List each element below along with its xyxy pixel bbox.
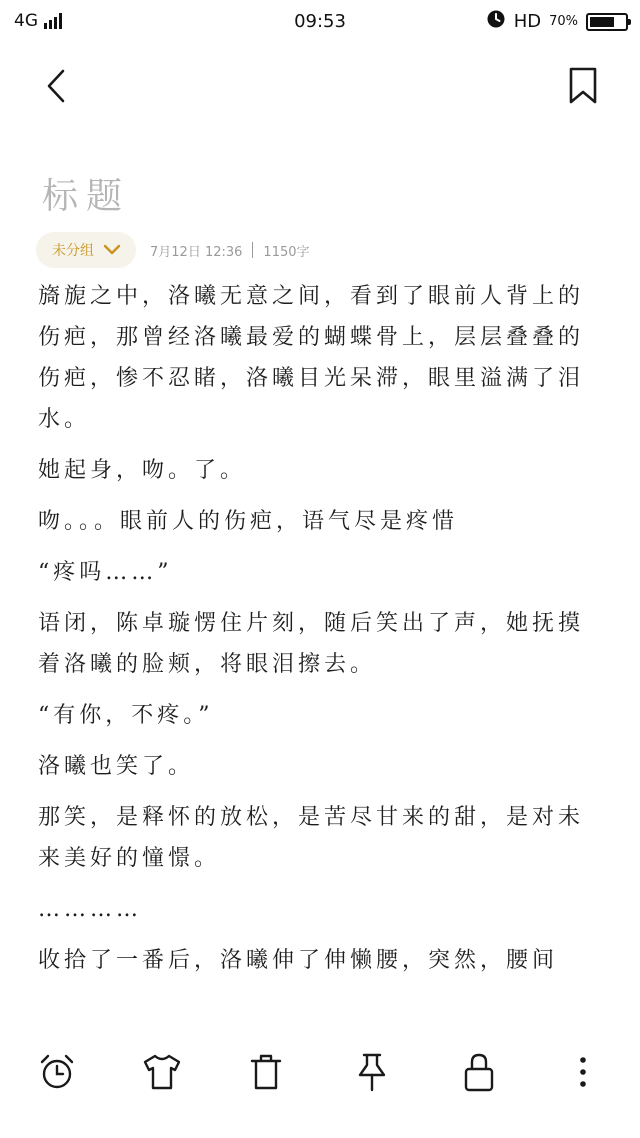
group-label: 未分组 (52, 243, 94, 259)
note-body[interactable] (38, 276, 604, 1028)
paragraph: 收拾了一番后，洛曦伸了伸懒腰，突然，腰间 (38, 948, 559, 973)
paragraph: 旖旎之中，洛曦无意之间，看到了眼前人背上的伤疤，那曾经洛曦最爱的蝴蝶骨上，层层叠叠的伤疤，惨不忍睹，洛曦目光呆滞，眼里溢满了泪水。 (38, 284, 585, 432)
more-vertical-icon (577, 1054, 589, 1090)
hd-indicator: HD (513, 11, 542, 32)
paragraph: 那笑，是释怀的放松，是苦尽甘来的甜，是对未来美好的憧憬。 (38, 805, 585, 871)
paragraph: 她起身，吻。了。 (38, 458, 247, 483)
lock-button[interactable] (453, 1046, 505, 1098)
pin-button[interactable] (346, 1046, 398, 1098)
bookmark-icon (568, 67, 598, 105)
status-right (486, 9, 628, 34)
paragraph: “疼吗……” (38, 560, 173, 585)
group-selector[interactable] (36, 232, 136, 268)
theme-button[interactable] (136, 1046, 188, 1098)
back-button[interactable] (33, 62, 81, 110)
alarm-status-icon (486, 9, 506, 34)
network-type: 4G (14, 11, 38, 31)
lock-icon (462, 1051, 496, 1093)
battery-percent: 70% (549, 14, 578, 29)
toolbar-fade (0, 1012, 640, 1034)
meta-divider (252, 242, 253, 258)
bottom-toolbar (0, 1032, 640, 1138)
note-title[interactable]: 标题 (42, 176, 131, 217)
tshirt-icon (141, 1052, 183, 1092)
note-meta (36, 232, 310, 268)
chevron-left-icon (43, 68, 71, 104)
alarm-clock-icon (37, 1052, 77, 1092)
more-button[interactable] (557, 1046, 609, 1098)
chevron-down-icon (102, 243, 122, 257)
paragraph: ………… (38, 897, 142, 922)
bookmark-button[interactable] (559, 62, 607, 110)
paragraph: 吻。。。眼前人的伤疤，语气尽是疼惜 (38, 509, 459, 534)
pin-icon (355, 1051, 389, 1093)
reminder-button[interactable] (31, 1046, 83, 1098)
status-bar (0, 0, 640, 42)
paragraph: 洛曦也笑了。 (38, 754, 195, 779)
paragraph: “有你，不疼。” (38, 703, 214, 728)
delete-button[interactable] (240, 1046, 292, 1098)
paragraph: 语闭，陈卓璇愣住片刻，随后笑出了声，她抚摸着洛曦的脸颊，将眼泪擦去。 (38, 611, 585, 677)
clock: 09:53 (294, 11, 346, 32)
note-date: 7月12日 12:36 (150, 244, 243, 260)
trash-icon (248, 1052, 284, 1092)
word-count: 1150字 (263, 244, 310, 260)
battery-icon (586, 13, 628, 31)
